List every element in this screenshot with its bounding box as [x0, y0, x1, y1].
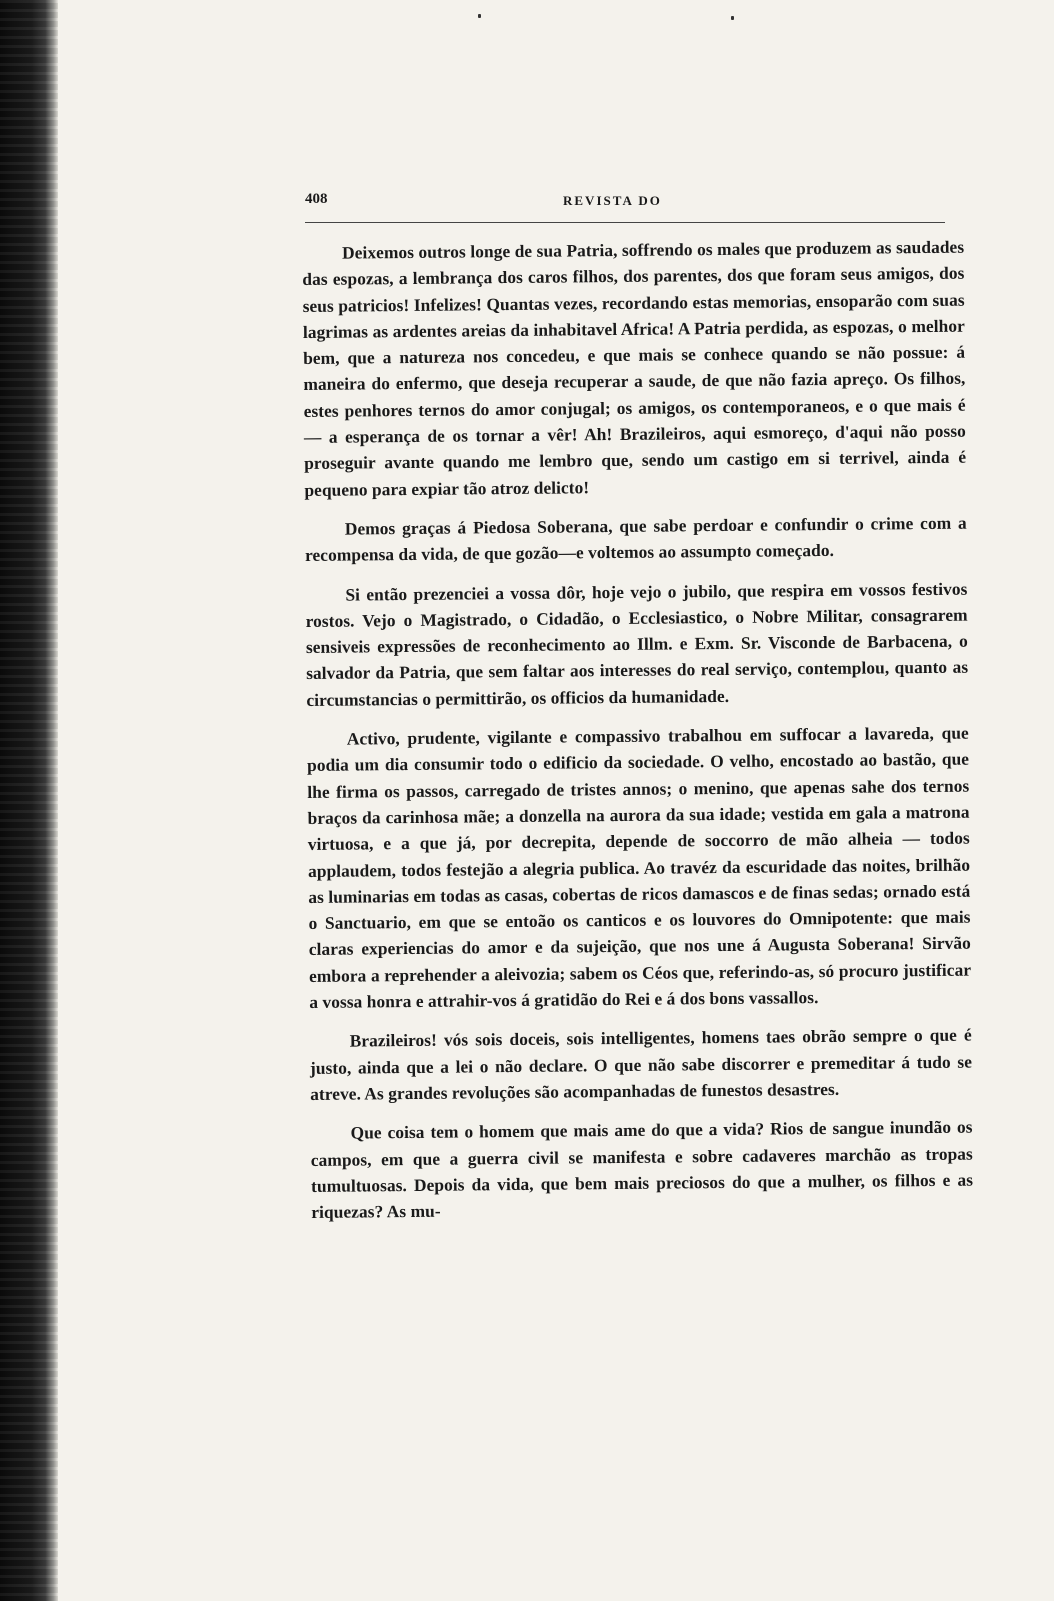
scanned-binding-edge [0, 0, 58, 1601]
scan-speck [478, 14, 481, 18]
paragraph: Brazileiros! vós sois doceis, sois intelligentes, homens taes obrão sempre o que é justo, ainda que a lei o não declare. O que não sabe discorrer e premeditar á tudo se atreve. As grandes revoluções são acompanhadas de funestos desastres. [309, 1024, 973, 1104]
running-head: REVISTA DO [563, 193, 662, 208]
page-number: 408 [305, 191, 328, 207]
paragraph: Que coisa tem o homem que mais ame do que a vida? Rios de sangue inundão os campos, em que a guerra civil se manifesta e sobre cadaveres marchão as tropas tumultuosas. Depois da vida, que bem mais preciosos do que a mulher, os filhos e as riquezas? As mu- [310, 1116, 974, 1223]
body-text [302, 234, 974, 1239]
header-rule [305, 222, 945, 223]
page-header [305, 185, 945, 215]
paragraph: Si então prezenciei a vossa dôr, hoje vejo o jubilo, que respira em vossos festivos rostos. Vejo o Magistrado, o Cidadão, o Ecclesiastico, o Nobre Militar, consagrarem sensiveis expressões de reconhecimento ao Illm. e Exm. Sr. Visconde de Barbacena, o salvador da Patria, que sem faltar aos interesses do real serviço, contemplou, quanto as circumstancias o permittirão, os officios da humanidade. [305, 578, 969, 710]
paragraph: Demos graças á Piedosa Soberana, que sabe perdoar e confundir o crime com a recompensa da vida, de que gozão—e voltemos ao assumpto começado. [304, 512, 967, 566]
paragraph: Deixemos outros longe de sua Patria, soffrendo os males que produzem as saudades das espozas, a lembrança dos caros filhos, dos parentes, dos que foram seus amigos, dos seus patricios! Infelizes! Quantas vezes, recordando estas memorias, ensoparão com suas lagrimas as ardentes areias da inhabitavel Africa! A Patria perdida, as espozas, o melhor bem, que a natureza nos concedeu, e que mais se conhece quando se não possue: á maneira do enfermo, que deseja recuperar a saude, de que não fazia apreço. Os filhos, estes penhores ternos do amor conjugal; os amigos, os contemporaneos, e o que mais é — a esperança de os tornar a vêr! Ah! Brazileiros, aqui esmoreço, d'aqui não posso proseguir avante quando me lembro que, sendo um castigo em si terrivel, ainda é pequeno para expiar tão atroz delicto! [302, 236, 967, 500]
paragraph: Activo, prudente, vigilante e compassivo trabalhou em suffocar a lavareda, que podia um dia consumir todo o edificio da sociedade. O velho, encostado ao bastão, que lhe firma os passos, carregado de tristes annos; o menino, que apenas sahe dos ternos braços da carinhosa mãe; a donzella na aurora da sua idade; vestida em gala a matrona virtuosa, e a que já, por decrepita, depende de soccorro de mão alheia — todos applaudem, todos festejão a alegria publica. Ao travéz da escuridade das noites, brilhão as luminarias em todas as casas, cobertas de ricos damascos e de finas sedas; ornado está o Sanctuario, em que se entoão os canticos e os louvores do Omnipotente: que mais claras experiencias do amor e da sujeição, que nos une á Augusta Soberana! Sirvão embora a reprehender a aleivozia; sabem os Céos que, referindo-as, só procuro justificar a vossa honra e attrahir-vos á gratidão do Rei e á dos bons vassallos. [306, 722, 972, 1012]
scan-speck [731, 16, 734, 20]
